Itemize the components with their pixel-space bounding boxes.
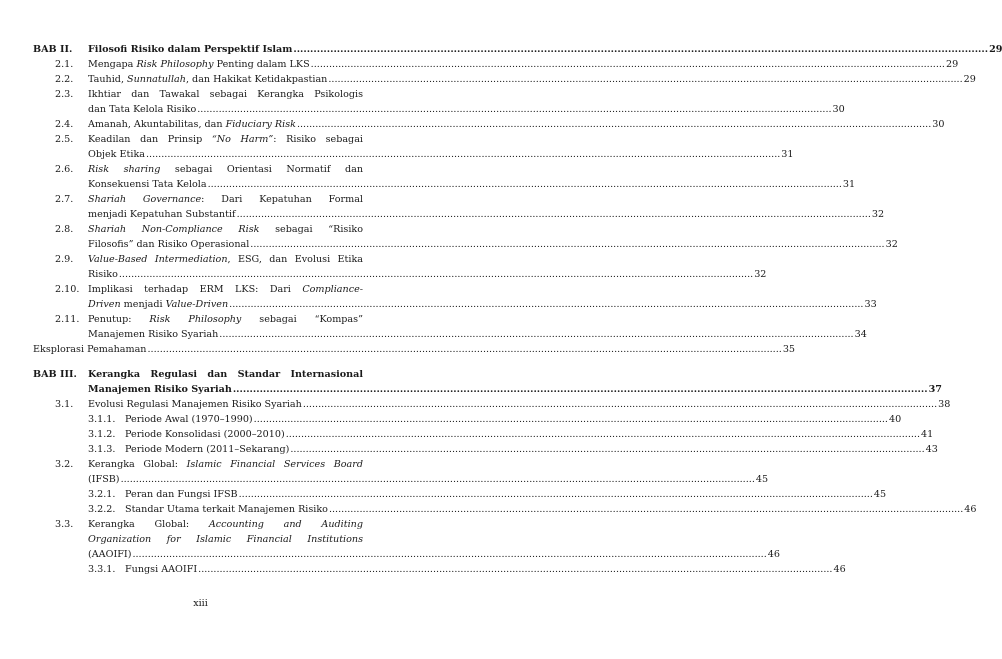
entry-page-number: 34: [854, 329, 867, 340]
entry-number: 2.5.: [55, 134, 74, 145]
entry-title-line: Shariah Non-Compliance Risk sebagai “Risiko: [88, 224, 363, 235]
entry-title-line: dan Tata Kelola Risiko: [88, 104, 197, 115]
dot-leader: [290, 444, 924, 455]
subsection-entry[interactable]: [0, 397, 951, 412]
entry-page-number: 38: [938, 399, 951, 410]
entry-number: 2.7.: [55, 194, 74, 205]
entry-title-line: Keadilan dan Prinsip “No Harm”: Risiko sebagai: [88, 134, 363, 145]
entry-title-line: Filosofis” dan Risiko Operasional: [88, 239, 250, 250]
entry-page-number: 30: [932, 119, 945, 130]
subsection-entry[interactable]: [0, 87, 845, 117]
entry-title-line: Filosofi Risiko dalam Perspektif Islam: [88, 44, 293, 55]
subsection-entry[interactable]: [0, 412, 902, 427]
entry-page-number: 41: [921, 429, 934, 440]
entry-title-line: Driven menjadi Value-Driven: [88, 299, 229, 310]
subsection-entry[interactable]: [0, 517, 780, 562]
entry-number: BAB III.: [33, 369, 77, 380]
entry-page-number: 32: [871, 209, 885, 220]
spacer: [0, 357, 401, 367]
dot-leader: [198, 564, 832, 575]
entry-title-line: Peran dan Fungsi IFSB: [125, 489, 238, 500]
entry-page-number: 46: [833, 564, 846, 575]
entry-page-number: 45: [755, 474, 769, 485]
dot-leader: [148, 344, 782, 355]
entry-page-number: 40: [888, 414, 902, 425]
subsection-entry[interactable]: [0, 162, 856, 192]
dot-leader: [311, 59, 945, 70]
entry-title-line: Objek Etika: [88, 149, 145, 160]
dot-leader: [119, 269, 753, 280]
dot-leader: [303, 399, 937, 410]
entry-page-number: 32: [754, 269, 767, 280]
entry-page-number: 32: [885, 239, 898, 250]
entry-page-number: 45: [873, 489, 887, 500]
entry-number: 2.11.: [55, 314, 80, 325]
entry-title-line: Risk sharing sebagai Orientasi Normatif dan: [88, 164, 363, 175]
subsection-entry[interactable]: [0, 562, 846, 577]
entry-title-line: Mengapa Risk Philosophy Penting dalam LKS: [88, 59, 310, 70]
subsection-entry[interactable]: [0, 442, 938, 457]
entry-title-line: (AAOIFI): [88, 549, 132, 560]
dot-leader: [233, 384, 928, 395]
entry-number: 3.1.: [55, 399, 74, 410]
entry-number: 3.2.1.: [88, 489, 116, 500]
entry-number: BAB II.: [33, 44, 73, 55]
dot-leader: [132, 549, 766, 560]
entry-number: 3.3.: [55, 519, 74, 530]
entry-page-number: 29: [989, 44, 1002, 55]
dot-leader: [297, 119, 931, 130]
entry-number: 3.1.1.: [88, 414, 116, 425]
entry-page-number: 31: [842, 179, 856, 190]
entry-page-number: 35: [782, 344, 796, 355]
entry-number: 2.2.: [55, 74, 74, 85]
entry-number: 2.1.: [55, 59, 74, 70]
entry-number: 2.4.: [55, 119, 74, 130]
dot-leader: [121, 474, 755, 485]
entry-title-line: Organization for Islamic Financial Institutions: [88, 534, 363, 545]
entry-title-line: Manajemen Risiko Syariah: [88, 384, 232, 395]
entry-title-line: Evolusi Regulasi Manajemen Risiko Syariah: [88, 399, 302, 410]
entry-title-line: Periode Modern (2011–Sekarang): [125, 444, 290, 455]
subsection-entry[interactable]: [0, 312, 867, 342]
subsection-entry[interactable]: [0, 502, 977, 517]
section-entry[interactable]: [0, 342, 796, 357]
entry-number: 3.2.2.: [88, 504, 116, 515]
entry-page-number: 43: [925, 444, 938, 455]
subsection-entry[interactable]: [0, 427, 934, 442]
dot-leader: [328, 74, 962, 85]
entry-title-line: Implikasi terhadap ERM LKS: Dari Compliance-: [88, 284, 363, 295]
entry-page-number: 30: [832, 104, 845, 115]
subsection-entry[interactable]: [0, 192, 885, 222]
dot-leader: [197, 104, 831, 115]
entry-title-line: Standar Utama terkait Manajemen Risiko: [125, 504, 328, 515]
entry-title-line: Penutup: Risk Philosophy sebagai “Kompas”: [88, 314, 363, 325]
entry-number: 2.8.: [55, 224, 74, 235]
entry-number: 2.10.: [55, 284, 80, 295]
dot-leader: [250, 239, 884, 250]
entry-page-number: 29: [945, 59, 959, 70]
entry-title-line: Kerangka Global: Accounting and Auditing: [88, 519, 363, 530]
entry-title-line: Fungsi AAOIFI: [125, 564, 198, 575]
entry-title-line: Amanah, Akuntabilitas, dan Fiduciary Risk: [88, 119, 296, 130]
dot-leader: [239, 489, 873, 500]
dot-leader: [146, 149, 780, 160]
entry-title-line: Kerangka Global: Islamic Financial Services Board: [88, 459, 363, 470]
entry-title-line: menjadi Kepatuhan Substantif: [88, 209, 236, 220]
entry-number: 2.3.: [55, 89, 74, 100]
entry-title-line: Periode Konsolidasi (2000–2010): [125, 429, 285, 440]
dot-leader: [229, 299, 863, 310]
subsection-entry[interactable]: [0, 132, 794, 162]
entry-number: 2.6.: [55, 164, 74, 175]
entry-page-number: 37: [928, 384, 942, 395]
page-number: xiii: [193, 598, 208, 609]
dot-leader: [293, 44, 988, 55]
entry-page-number: 46: [767, 549, 780, 560]
entry-title-line: Ikhtiar dan Tawakal sebagai Kerangka Psikologis: [88, 89, 363, 100]
chapter-entry[interactable]: [0, 367, 942, 397]
entry-title-line: Shariah Governance: Dari Kepatuhan Formal: [88, 194, 364, 205]
entry-title-line: Value-Based Intermediation, ESG, dan Evolusi Etika: [88, 254, 363, 265]
subsection-entry[interactable]: [0, 457, 769, 487]
entry-title-line: Eksplorasi Pemahaman: [33, 344, 147, 355]
chapter-entry[interactable]: [0, 42, 1002, 57]
entry-page-number: 29: [963, 74, 976, 85]
entry-number: 3.3.1.: [88, 564, 116, 575]
entry-number: 3.1.3.: [88, 444, 116, 455]
subsection-entry[interactable]: [0, 117, 945, 132]
entry-title-line: Periode Awal (1970–1990): [125, 414, 253, 425]
dot-leader: [208, 179, 842, 190]
subsection-entry[interactable]: [0, 72, 976, 87]
entry-title-line: Konsekuensi Tata Kelola: [88, 179, 207, 190]
subsection-entry[interactable]: [0, 222, 898, 252]
dot-leader: [237, 209, 871, 220]
subsection-entry[interactable]: [0, 57, 959, 72]
entry-page-number: 46: [964, 504, 977, 515]
entry-number: 2.9.: [55, 254, 74, 265]
table-of-contents: [0, 42, 1002, 577]
subsection-entry[interactable]: [0, 282, 877, 312]
subsection-entry[interactable]: [0, 252, 767, 282]
entry-page-number: 31: [781, 149, 794, 160]
dot-leader: [286, 429, 920, 440]
entry-number: 3.1.2.: [88, 429, 116, 440]
entry-page-number: 33: [864, 299, 877, 310]
entry-title-line: Kerangka Regulasi dan Standar Internasional: [88, 369, 363, 380]
dot-leader: [219, 329, 853, 340]
dot-leader: [254, 414, 888, 425]
subsection-entry[interactable]: [0, 487, 887, 502]
entry-title-line: Manajemen Risiko Syariah: [88, 329, 219, 340]
entry-title-line: (IFSB): [88, 474, 120, 485]
entry-title-line: Risiko: [88, 269, 118, 280]
entry-number: 3.2.: [55, 459, 74, 470]
dot-leader: [329, 504, 963, 515]
entry-title-line: Tauhid, Sunnatullah, dan Hakikat Ketidakpastian: [88, 74, 328, 85]
